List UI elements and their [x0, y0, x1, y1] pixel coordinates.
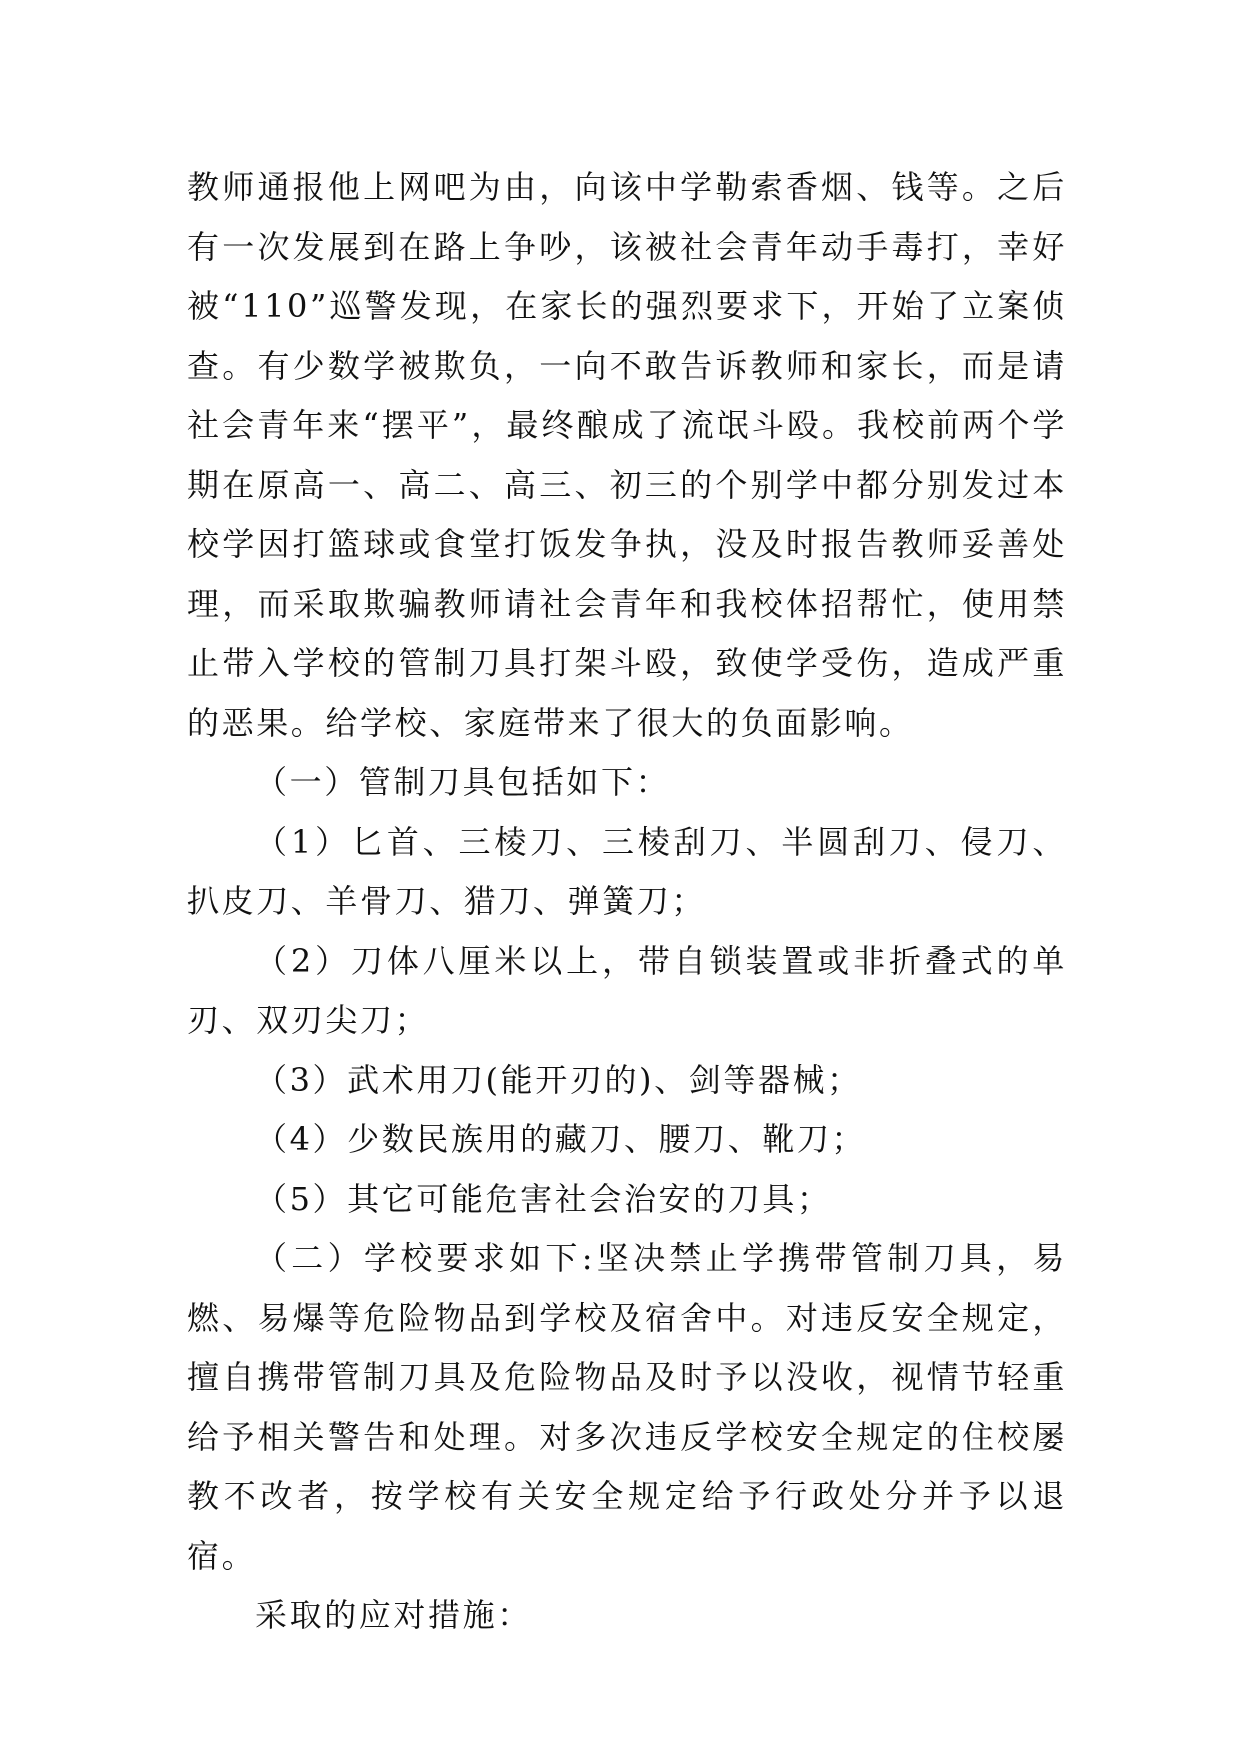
- paragraph-school-requirements: （二）学校要求如下:坚决禁止学携带管制刀具，易燃、易爆等危险物品到学校及宿舍中。对违反安全规定，擅自携带管制刀具及危险物品及时予以没收，视情节轻重给予相关警告和处理。对多次违反学校安全规定的住校屡教不改者，按学校有关安全规定给予行政处分并予以退宿。: [187, 1239, 1067, 1575]
- list-item-knives-4: （4）少数民族用的藏刀、腰刀、靴刀；: [255, 1120, 867, 1158]
- heading-controlled-knives: （一）管制刀具包括如下：: [255, 763, 671, 801]
- list-item-knives-2: （2）刀体八厘米以上，带自锁装置或非折叠式的单刃、双刃尖刀；: [187, 941, 1067, 1039]
- heading-countermeasures: 采取的应对措施：: [255, 1596, 532, 1634]
- list-item-knives-5: （5）其它可能危害社会治安的刀具；: [255, 1179, 832, 1218]
- list-item-knives-1: （1）匕首、三棱刀、三棱刮刀、半圆刮刀、侵刀、扒皮刀、羊骨刀、猎刀、弹簧刀；: [187, 822, 1067, 920]
- paragraph-incident-narrative: 教师通报他上网吧为由，向该中学勒索香烟、钱等。之后有一次发展到在路上争吵，该被社会青年动手毒打，幸好被“110”巡警发现，在家长的强烈要求下，开始了立案侦查。有少数学被欺负，一向不敢告诉教师和家长，而是请社会青年来“摆平”，最终酿成了流氓斗殴。我校前两个学期在原高一、高二、高三、初三的个别学中都分别发过本校学因打篮球或食堂打饭发争执，没及时报告教师妥善处理，而采取欺骗教师请社会青年和我校体招帮忙，使用禁止带入学校的管制刀具打架斗殴，致使学受伤，造成严重的恶果。给学校、家庭带来了很大的负面影响。: [187, 168, 1067, 742]
- list-item-knives-3: （3）武术用刀(能开刃的)、剑等器械；: [255, 1060, 862, 1099]
- document-body: [187, 158, 1067, 1646]
